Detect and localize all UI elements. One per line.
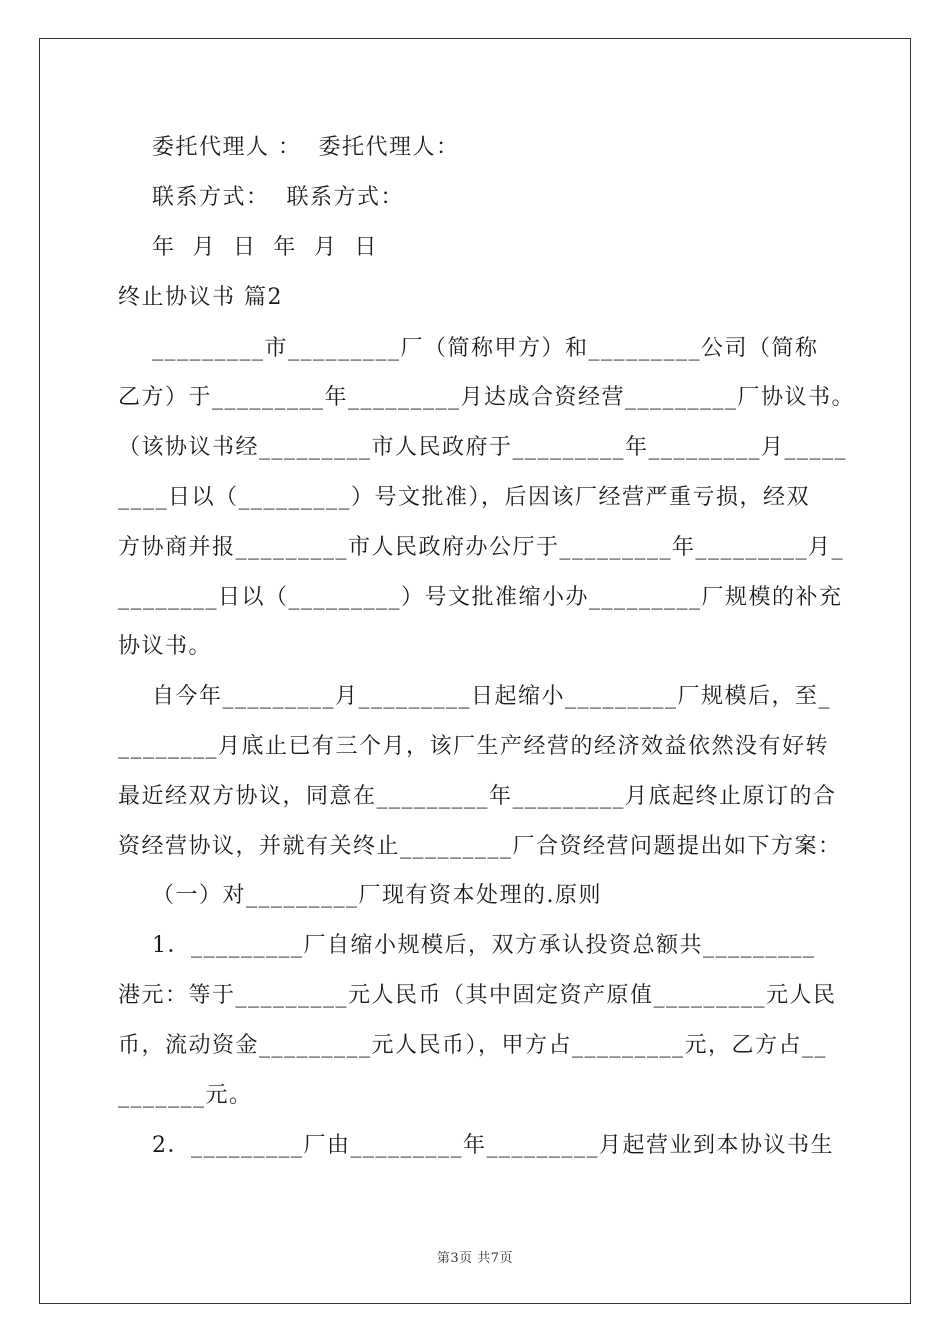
body-line: 方协商并报_________市人民政府办公厅于_________年_________月_ [118, 535, 845, 560]
agent-line: 委托代理人 ： 委托代理人： [118, 135, 460, 160]
body-line: ________日以（_________）号文批准缩小办_________厂规模的补充 [118, 585, 843, 610]
date-line: 年 月 日 年 月 日 [118, 235, 378, 260]
body-line: 最近经双方协议，同意在_________年_________月底起终止原订的合 [118, 784, 837, 809]
body-line: ________月底止已有三个月，该厂生产经营的经济效益依然没有好转 [118, 734, 830, 759]
body-line: 乙方）于_________年_________月达成合资经营_________厂协议书。 [118, 385, 856, 410]
body-line: _________市_________厂（简称甲方）和_________公司（简称 [118, 336, 819, 361]
body-line: 自今年_________月_________日起缩小_________厂规模后，至_ [118, 684, 831, 709]
body-line: 1．_________厂自缩小规模后，双方承认投资总额共_________ [118, 933, 816, 958]
body-line: 协议书。 [118, 634, 213, 659]
clause-heading: （一）对_________厂现有资本处理的.原则 [118, 883, 602, 908]
body-line: 港元：等于_________元人民币（其中固定资产原值_________元人民 [118, 983, 837, 1008]
body-line: （该协议书经_________市人民政府于_________年_________月_____ [118, 435, 848, 460]
body-line: ____日以（_________）号文批准），后因该厂经营严重亏损，经双 [118, 485, 811, 510]
body-line: _______元。 [118, 1083, 253, 1108]
page-border [39, 38, 911, 1304]
body-line: 币，流动资金_________元人民币），甲方占_________元，乙方占__ [118, 1033, 828, 1058]
page-footer: 第3页 共7页 [436, 1251, 514, 1266]
section-title: 终止协议书 篇2 [118, 285, 283, 310]
body-line: 资经营协议，并就有关终止_________厂合资经营问题提出如下方案： [118, 834, 842, 859]
body-line: 2．_________厂由_________年_________月起营业到本协议书生 [118, 1133, 834, 1158]
contact-line: 联系方式： 联系方式： [118, 185, 404, 210]
